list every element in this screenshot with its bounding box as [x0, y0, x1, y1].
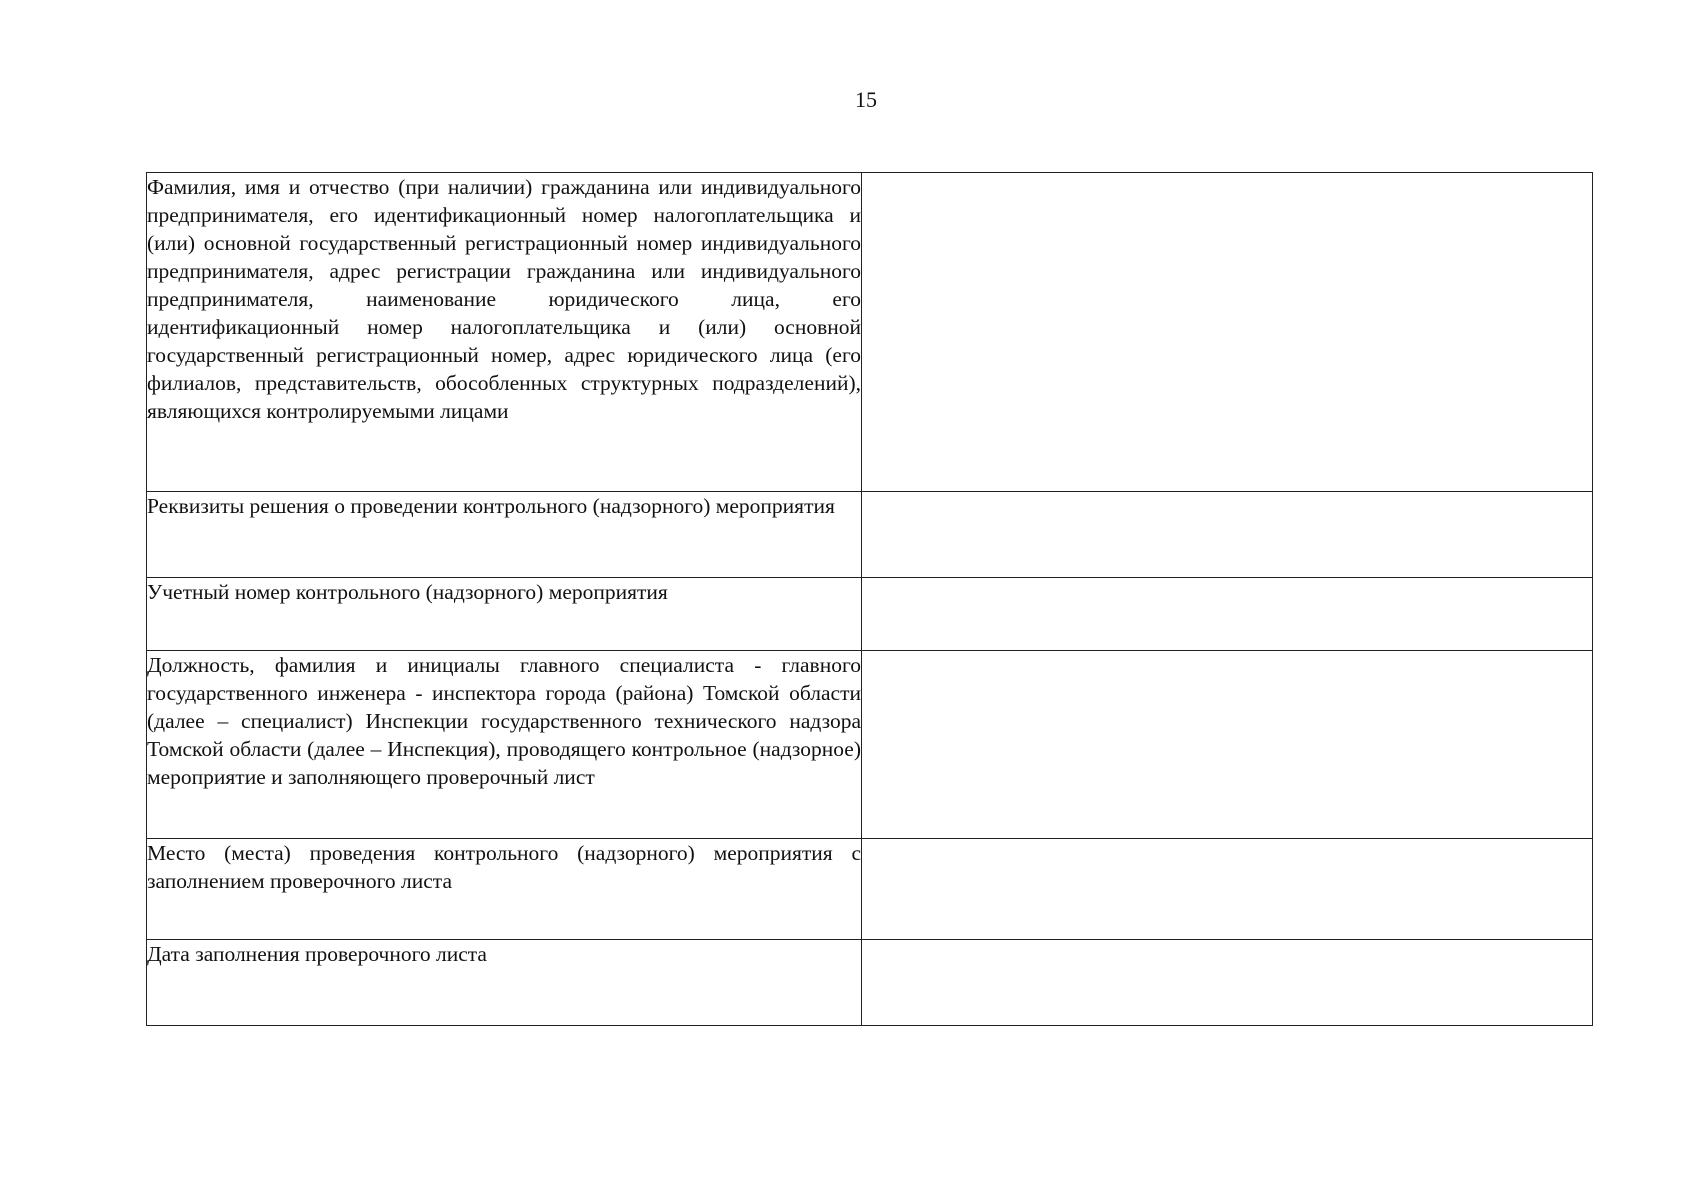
row-value-inspection-place[interactable]: [862, 839, 1593, 940]
row-value-decision-details[interactable]: [862, 492, 1593, 578]
row-label-specialist: Должность, фамилия и инициалы главного специалиста - главного государственного инженера - инспектора города (района) Томской области (далее – специалист) Инспекции государственного технического надзора Томской области (далее – Инспекция), проводящего контрольное (надзорное) мероприятие и заполняющего проверочный лист: [147, 651, 862, 839]
row-value-registration-number[interactable]: [862, 578, 1593, 651]
row-value-specialist[interactable]: [862, 651, 1593, 839]
table-row: [147, 578, 1593, 651]
table-row: [147, 173, 1593, 492]
table-row: [147, 839, 1593, 940]
table-row: [147, 492, 1593, 578]
checklist-header-table: [146, 172, 1593, 1026]
row-label-fill-date: Дата заполнения проверочного листа: [147, 940, 862, 1026]
row-label-controlled-person: Фамилия, имя и отчество (при наличии) гражданина или индивидуального предпринимателя, его идентификационный номер налогоплательщика и (или) основной государственный регистрационный номер индивидуального предпринимателя, адрес регистрации гражданина или индивидуального предпринимателя, наименование юридического лица, его идентификационный номер налогоплательщика и (или) основной государственный регистрационный номер, адрес юридического лица (его филиалов, представительств, обособленных структурных подразделений), являющихся контролируемыми лицами: [147, 173, 862, 492]
row-label-inspection-place: Место (места) проведения контрольного (надзорного) мероприятия с заполнением проверочного листа: [147, 839, 862, 940]
page-number: 15: [855, 87, 877, 112]
row-value-controlled-person[interactable]: [862, 173, 1593, 492]
table-row: [147, 940, 1593, 1026]
row-label-decision-details: Реквизиты решения о проведении контрольного (надзорного) мероприятия: [147, 492, 862, 578]
table-row: [147, 651, 1593, 839]
row-value-fill-date[interactable]: [862, 940, 1593, 1026]
row-label-registration-number: Учетный номер контрольного (надзорного) мероприятия: [147, 578, 862, 651]
